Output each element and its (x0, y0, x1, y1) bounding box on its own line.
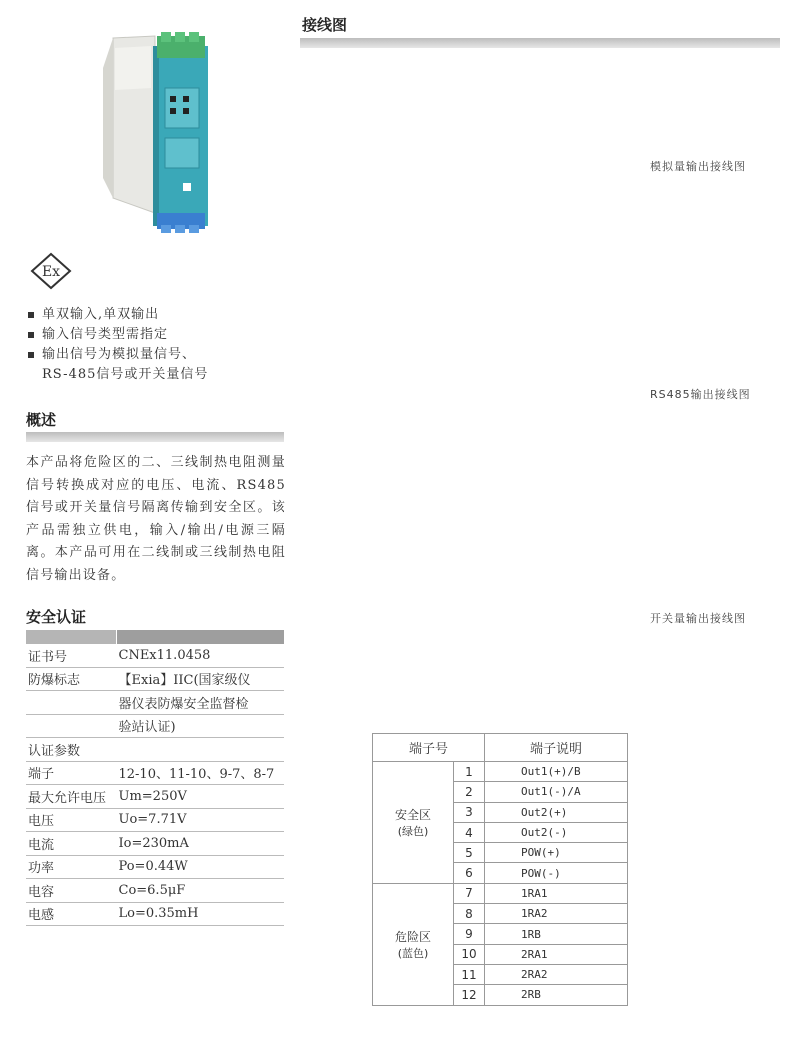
wiring-diagram-analog (366, 70, 636, 280)
diagram-caption: 开关量输出接线图 (650, 612, 746, 625)
header-terminal-no: 端子号 (373, 734, 485, 762)
table-row: 电压 Uo=7.71V (26, 808, 284, 832)
ex-logo-text: Ex (41, 264, 61, 280)
terminal-number: 11 (454, 964, 485, 984)
overview-title: 概述 (26, 411, 57, 429)
wiring-diagram-rs485 (368, 290, 638, 500)
table-row: 端子 12-10、11-10、9-7、8-7 (26, 761, 284, 785)
bullet-icon (28, 332, 34, 338)
feature-item: 单双输入,单双输出 (28, 305, 208, 325)
product-image (95, 28, 225, 233)
safe-zone-cell: 安全区 (绿色) (373, 762, 454, 884)
terminal-number: 5 (454, 843, 485, 863)
terminal-desc: 2RA2 (485, 964, 628, 984)
terminal-number: 1 (454, 762, 485, 782)
terminal-number: 7 (454, 883, 485, 903)
terminal-number: 12 (454, 985, 485, 1005)
header-terminal-desc: 端子说明 (485, 734, 628, 762)
hazard-zone-cell: 危险区 (蓝色) (373, 883, 454, 1005)
terminal-desc: POW(+) (485, 843, 628, 863)
table-row: 功率 Po=0.44W (26, 855, 284, 879)
terminal-number: 8 (454, 904, 485, 924)
table-row: 电感 Lo=0.35mH (26, 902, 284, 926)
feature-item: 输出信号为模拟量信号、 (28, 345, 208, 365)
terminal-desc: Out1(+)/B (485, 762, 628, 782)
terminal-desc: 1RB (485, 924, 628, 944)
terminal-desc: 2RA1 (485, 944, 628, 964)
terminal-desc: POW(-) (485, 863, 628, 883)
table-row (373, 762, 628, 782)
feature-list (28, 305, 208, 385)
table-row: 证书号 CNEx11.0458 (26, 644, 284, 667)
table-row: 器仪表防爆安全监督检 (26, 691, 284, 715)
terminal-number: 4 (454, 822, 485, 842)
feature-item: RS-485信号或开关量信号 (42, 367, 209, 382)
terminal-number: 10 (454, 944, 485, 964)
section-divider (26, 432, 284, 442)
terminal-number: 3 (454, 802, 485, 822)
table-row: 电流 Io=230mA (26, 832, 284, 856)
terminal-desc: Out2(-) (485, 822, 628, 842)
table-row: 验站认证) (26, 714, 284, 738)
terminal-number: 6 (454, 863, 485, 883)
wiring-diagram-switch (365, 510, 635, 720)
terminal-table (372, 733, 628, 1006)
bullet-icon (28, 312, 34, 318)
cert-title: 安全认证 (26, 608, 87, 626)
table-row: 防爆标志 【Exia】IIC(国家级仪 (26, 667, 284, 691)
terminal-desc: 2RB (485, 985, 628, 1005)
diagram-caption: 模拟量输出接线图 (650, 160, 746, 173)
wiring-title: 接线图 (302, 16, 348, 34)
overview-text: 本产品将危险区的二、三线制热电阻测量信号转换成对应的电压、电流、RS485信号或开关量信号隔离传输到安全区。该产品需独立供电，输入/输出/电源三隔离。本产品可用在二线制或三线制热电阻信号输出设备。 (26, 455, 286, 583)
terminal-desc: Out1(-)/A (485, 782, 628, 802)
table-row: 认证参数 (26, 738, 284, 762)
table-row: 电容 Co=6.5μF (26, 879, 284, 903)
terminal-number: 9 (454, 924, 485, 944)
terminal-desc: Out2(+) (485, 802, 628, 822)
diagram-caption: RS485输出接线图 (650, 388, 751, 401)
bullet-icon (28, 352, 34, 358)
terminal-desc: 1RA2 (485, 904, 628, 924)
ex-logo-icon (30, 252, 72, 290)
table-row: 最大允许电压 Um=250V (26, 785, 284, 809)
section-divider (300, 38, 780, 48)
cert-table (26, 630, 284, 926)
terminal-number: 2 (454, 782, 485, 802)
feature-item: 输入信号类型需指定 (28, 325, 208, 345)
terminal-desc: 1RA1 (485, 883, 628, 903)
table-row (373, 883, 628, 903)
